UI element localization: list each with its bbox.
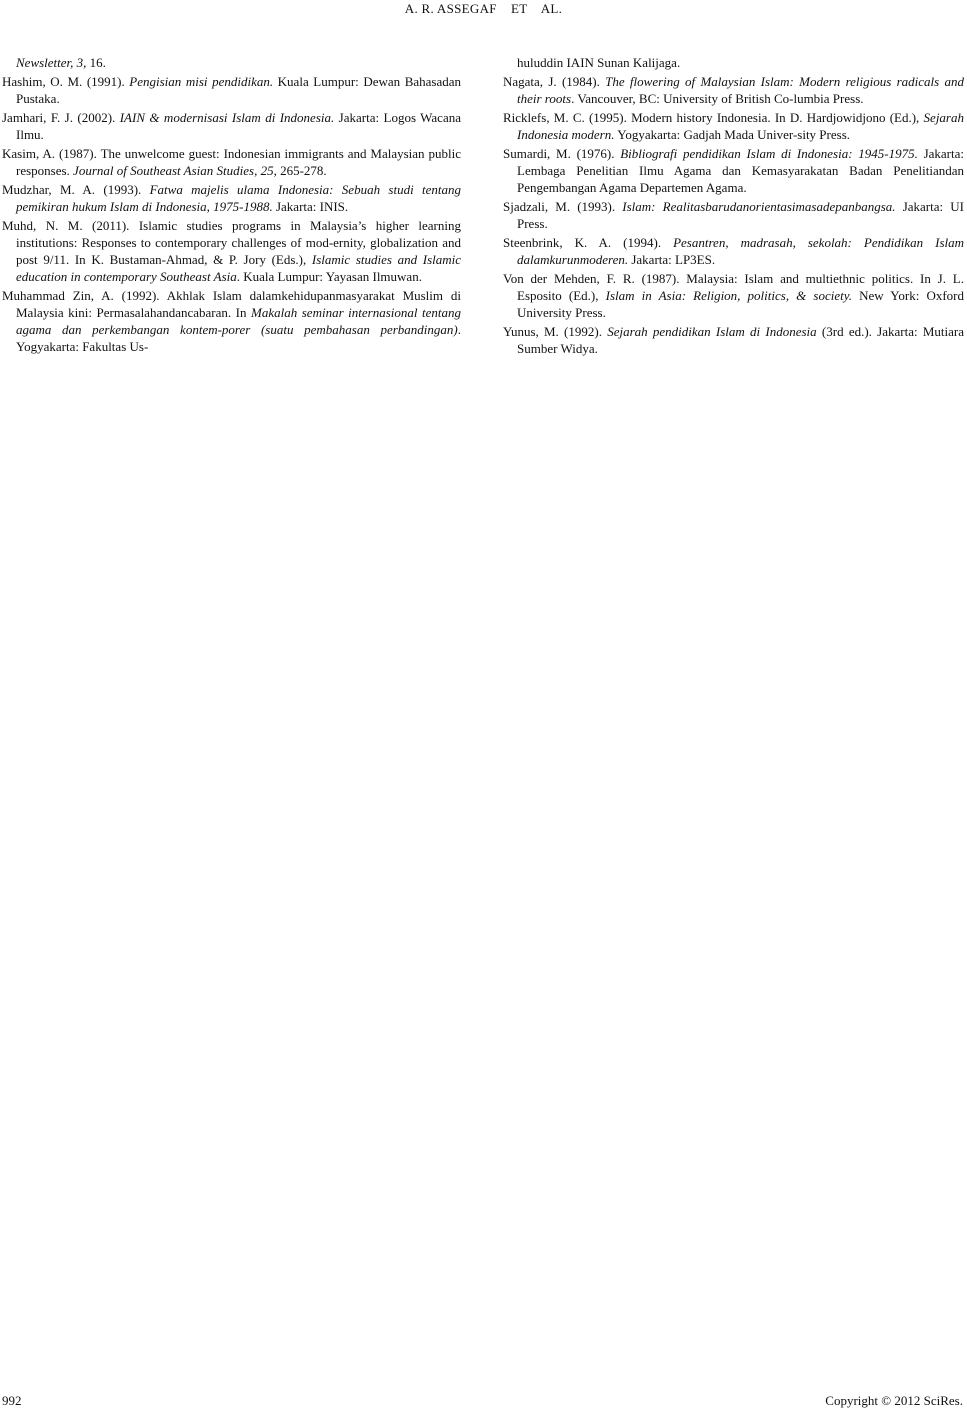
running-header [0, 0, 967, 28]
copyright-notice: Copyright © 2012 SciRes. [825, 1393, 963, 1408]
reference-text: Ricklefs, M. C. (1995). Modern history Indonesia. In D. Hardjowidjono (Ed.), [503, 110, 924, 125]
reference-sumardi [503, 145, 964, 196]
reference-text: 16. [86, 55, 106, 70]
reference-huluddin [503, 54, 964, 71]
reference-text: Sumardi, M. (1976). [503, 146, 621, 161]
reference-hashim [2, 73, 461, 107]
reference-italic-text: Journal of Southeast Asian Studies, 25, [73, 163, 277, 178]
reference-newsletter [2, 54, 461, 71]
reference-text: Yunus, M. (1992). [503, 324, 608, 339]
reference-text: . Kuala Lumpur: Yayasan Ilmuwan. [236, 269, 422, 284]
page-number: 992 [2, 1393, 22, 1408]
running-head-text: A. R. ASSEGAF ET AL. [404, 1, 563, 16]
reference-text: Kasim, A. (1987). The unwelcome guest: Indonesian immigrants and Malaysian public responses. [2, 146, 461, 178]
reference-von-der-mehden [503, 270, 964, 321]
reference-mudzhar [2, 181, 461, 215]
reference-text: . Yogyakarta: Fakultas Us- [16, 322, 461, 354]
reference-text: (3rd ed.). Jakarta: Mutiara Sumber Widya. [517, 324, 964, 356]
reference-text: Steenbrink, K. A. (1994). [503, 235, 674, 250]
reference-kasim [2, 145, 461, 179]
reference-italic-text: The flowering of Malaysian Islam: Modern religious radicals and their roots [517, 74, 964, 106]
reference-text: Nagata, J. (1984). [503, 74, 606, 89]
reference-text: Sjadzali, M. (1993). [503, 199, 623, 214]
page-footer [0, 1392, 967, 1412]
reference-text: Muhammad Zin, A. (1992). Akhlak Islam dalamkehidupanmasyarakat Muslim di Malaysia kini: Permasalahandancabaran. In [2, 288, 461, 320]
reference-text: New York: Oxford University Press. [517, 288, 964, 320]
reference-muhd [2, 217, 461, 285]
references-left-column [2, 54, 461, 357]
reference-italic-text: Pengisian misi pendidikan. [129, 74, 274, 89]
reference-jamhari [2, 109, 461, 143]
reference-text: Kuala Lumpur: Dewan Bahasadan Pustaka. [16, 74, 462, 106]
reference-italic-text: Bibliografi pendidikan Islam di Indonesia: 1945-1975. [620, 146, 918, 161]
reference-steenbrink [503, 234, 964, 268]
reference-italic-text: Makalah seminar internasional tentang agama dan perkembangan kontem-porer (suatu pembahasan perbandingan) [16, 305, 461, 337]
reference-text: Jakarta: Logos Wacana Ilmu. [16, 110, 461, 142]
reference-muhammad-zin [2, 287, 461, 355]
reference-text: . Vancouver, BC: University of British Co-lumbia Press. [571, 91, 864, 106]
reference-nagata [503, 73, 964, 107]
reference-italic-text: Sejarah pendidikan Islam di Indonesia [607, 324, 817, 339]
reference-text: Muhd, N. M. (2011). Islamic studies programs in Malaysia’s higher learning institutions: Responses to contemporary challenges of mod-ernity, globalization and post 9/11. In K. Bustaman-Ahmad, & P. Jory (Eds.), [2, 218, 461, 267]
reference-italic-text: Newsletter, 3, [16, 55, 87, 70]
reference-text: Jakarta: LP3ES. [628, 252, 716, 267]
reference-italic-text: Islam in Asia: Religion, politics, & society. [605, 288, 853, 303]
reference-italic-text: Pesantren, madrasah, sekolah: Pendidikan Islam dalamkurunmoderen. [517, 235, 965, 267]
reference-yunus [503, 323, 964, 357]
reference-italic-text: Islamic studies and Islamic education in contemporary Southeast Asia [16, 252, 462, 284]
reference-text: Yogyakarta: Gadjah Mada Univer-sity Press. [614, 127, 851, 142]
reference-italic-text: Sejarah Indonesia modern. [517, 110, 964, 142]
reference-text: Jakarta: UI Press. [517, 199, 964, 231]
reference-sjadzali [503, 198, 964, 232]
reference-text: Hashim, O. M. (1991). [2, 74, 130, 89]
reference-text: Von der Mehden, F. R. (1987). Malaysia: Islam and multiethnic politics. In J. L. Esposito (Ed.), [503, 271, 964, 303]
reference-ricklefs [503, 109, 964, 143]
reference-text: Jakarta: Lembaga Penelitian Ilmu Agama dan Kemasyarakatan Badan Penelitiandan Pengembangan Agama Departemen Agama. [517, 146, 964, 195]
reference-text: 265-278. [276, 163, 327, 178]
reference-italic-text: Fatwa majelis ulama Indonesia: Sebuah studi tentang pemikiran hukum Islam di Indonesia, 1975-1988. [16, 182, 461, 214]
references-right-column [503, 54, 964, 359]
reference-italic-text: IAIN & modernisasi Islam di Indonesia. [119, 110, 335, 125]
reference-text: huluddin IAIN Sunan Kalijaga. [517, 55, 681, 70]
reference-italic-text: Islam: Realitasbarudanorientasimasadepanbangsa. [622, 199, 896, 214]
reference-text: Mudzhar, M. A. (1993). [2, 182, 150, 197]
reference-text: Jakarta: INIS. [272, 199, 349, 214]
reference-text: Jamhari, F. J. (2002). [2, 110, 120, 125]
